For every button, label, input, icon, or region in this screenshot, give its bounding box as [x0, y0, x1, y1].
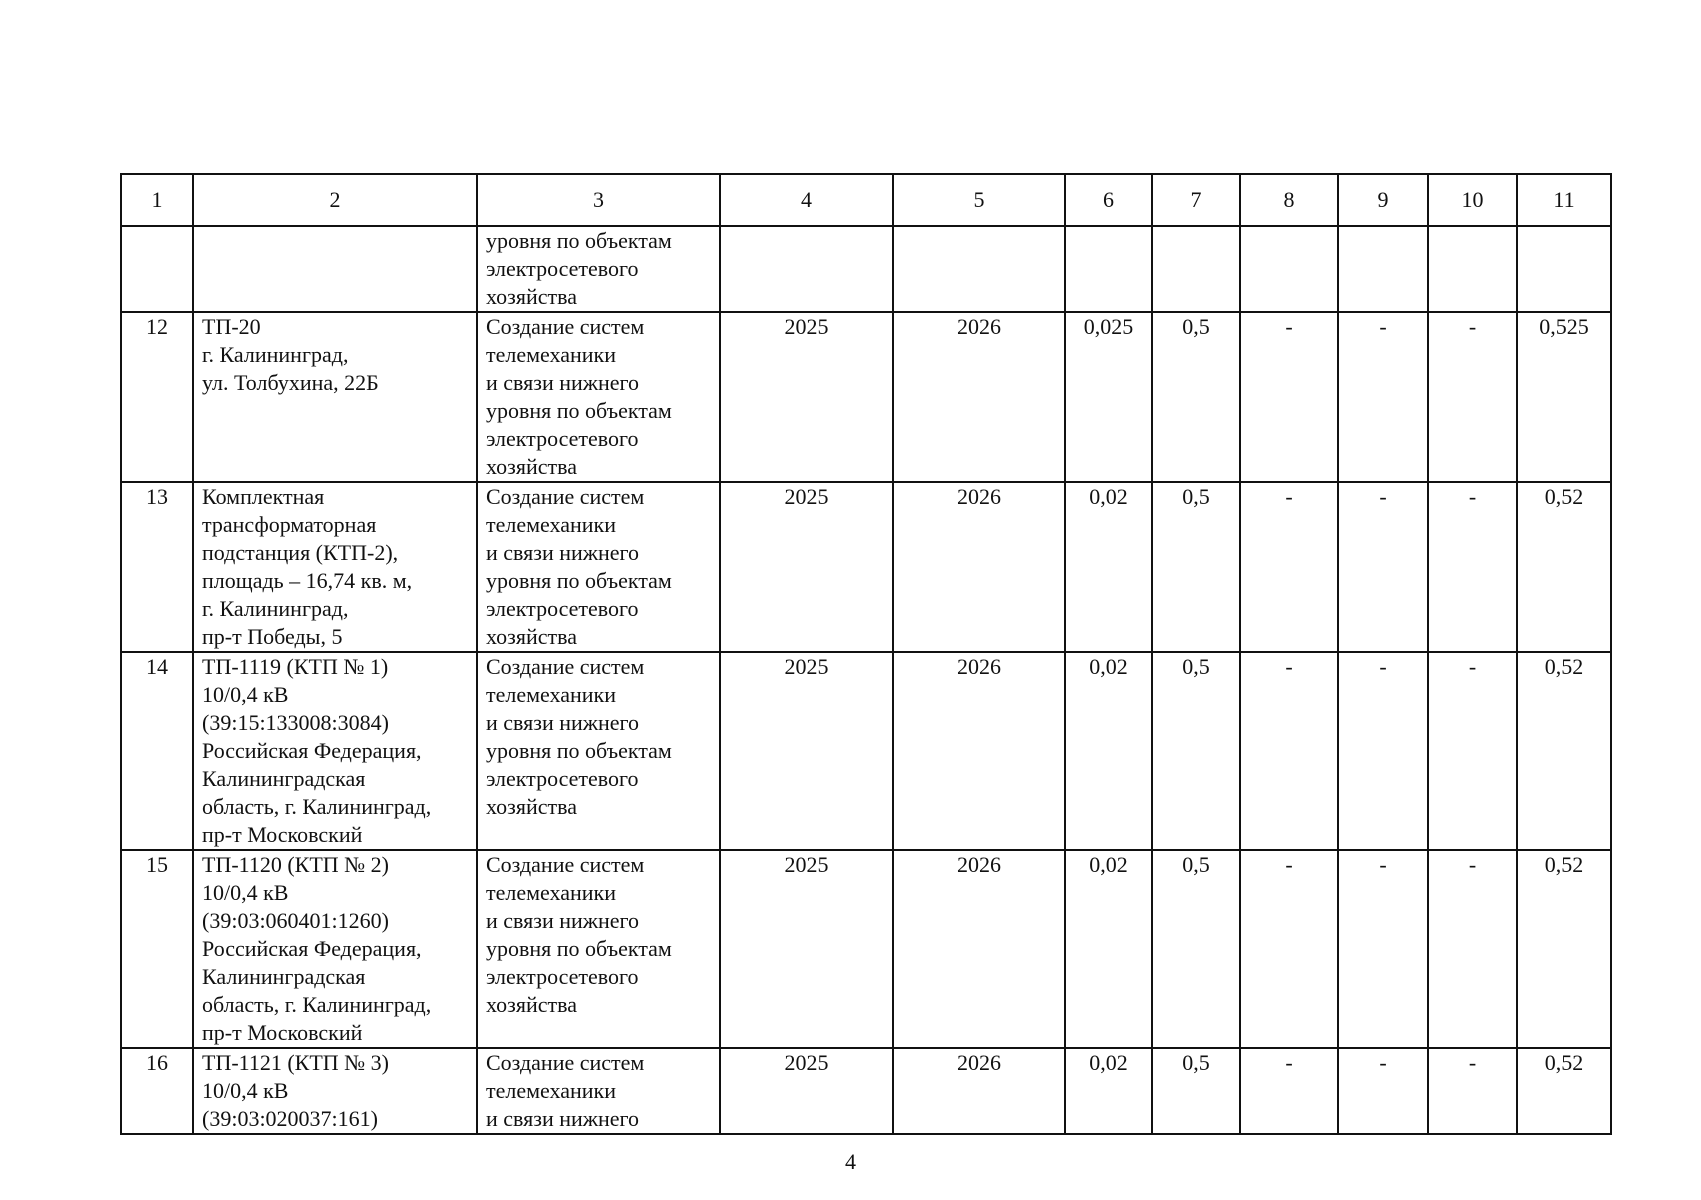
header-cell: 11	[1517, 174, 1611, 226]
cell-line: и связи нижнего	[486, 1106, 639, 1131]
cell-line: подстанция (КТП-2),	[202, 540, 399, 565]
cell-line: Создание систем	[486, 852, 645, 877]
cell-line: пр-т Московский	[202, 822, 363, 847]
cell-line: г. Калининград,	[202, 342, 349, 367]
table-cell-col4	[720, 226, 893, 312]
cell-line: уровня по объектам	[486, 738, 672, 763]
cell-line: Создание систем	[486, 314, 645, 339]
cell-line: ул. Толбухина, 22Б	[202, 370, 379, 395]
table-cell-col3	[477, 482, 720, 652]
table-cell-col4: 2025	[720, 1048, 893, 1134]
cell-line: (39:03:020037:161)	[202, 1106, 378, 1131]
table-cell-col8: -	[1240, 850, 1338, 1048]
table-cell-col2	[193, 312, 477, 482]
table-cell-col10: -	[1428, 312, 1517, 482]
table-cell-col10: -	[1428, 482, 1517, 652]
table-cell-col10	[1428, 226, 1517, 312]
cell-line: ТП-1119 (КТП № 1)	[202, 654, 389, 679]
table-cell-col11: 0,52	[1517, 482, 1611, 652]
data-table	[120, 173, 1612, 1135]
cell-line: хозяйства	[486, 992, 577, 1017]
table-cell-col11: 0,52	[1517, 652, 1611, 850]
header-cell: 5	[893, 174, 1065, 226]
table-cell-col7: 0,5	[1152, 1048, 1240, 1134]
table-cell-col3	[477, 226, 720, 312]
table-cell-col2	[193, 1048, 477, 1134]
cell-line: трансформаторная	[202, 512, 377, 537]
table-cell-col10: -	[1428, 850, 1517, 1048]
table-cell-col9: -	[1338, 1048, 1428, 1134]
cell-line: телемеханики	[486, 880, 617, 905]
cell-line: телемеханики	[486, 682, 617, 707]
table-row	[121, 312, 1611, 482]
table-cell-col1: 13	[121, 482, 193, 652]
cell-line: Создание систем	[486, 654, 645, 679]
page-number: 4	[845, 1149, 856, 1174]
cell-line: пр-т Московский	[202, 1020, 363, 1045]
table-cell-col4: 2025	[720, 850, 893, 1048]
cell-line: 10/0,4 кВ	[202, 1078, 289, 1103]
table-row	[121, 1048, 1611, 1134]
cell-line: и связи нижнего	[486, 540, 639, 565]
table-cell-col9: -	[1338, 652, 1428, 850]
cell-line: электросетевого	[486, 766, 639, 791]
header-cell: 1	[121, 174, 193, 226]
table-cell-col11: 0,52	[1517, 1048, 1611, 1134]
header-cell: 8	[1240, 174, 1338, 226]
table-cell-col7: 0,5	[1152, 312, 1240, 482]
table-cell-col11: 0,525	[1517, 312, 1611, 482]
table-cell-col5	[893, 226, 1065, 312]
table-cell-col6: 0,02	[1065, 652, 1152, 850]
cell-line: площадь – 16,74 кв. м,	[202, 568, 413, 593]
table-cell-col3	[477, 1048, 720, 1134]
header-cell: 2	[193, 174, 477, 226]
cell-line: 10/0,4 кВ	[202, 682, 289, 707]
table-cell-col4: 2025	[720, 482, 893, 652]
table-cell-col3	[477, 312, 720, 482]
table-cell-col7: 0,5	[1152, 652, 1240, 850]
cell-line: (39:03:060401:1260)	[202, 908, 389, 933]
cell-line: (39:15:133008:3084)	[202, 710, 389, 735]
header-cell: 4	[720, 174, 893, 226]
table-cell-col11: 0,52	[1517, 850, 1611, 1048]
cell-line: уровня по объектам	[486, 936, 672, 961]
table-cell-col9: -	[1338, 312, 1428, 482]
table-cell-col5: 2026	[893, 312, 1065, 482]
cell-line: Создание систем	[486, 484, 645, 509]
table-cell-col7: 0,5	[1152, 850, 1240, 1048]
table-cell-col8: -	[1240, 482, 1338, 652]
header-cell: 9	[1338, 174, 1428, 226]
table-row	[121, 652, 1611, 850]
table-cell-col5: 2026	[893, 850, 1065, 1048]
cell-line: ТП-20	[202, 314, 261, 339]
table-cell-col7	[1152, 226, 1240, 312]
cell-line: электросетевого	[486, 426, 639, 451]
cell-line: и связи нижнего	[486, 710, 639, 735]
table-row	[121, 482, 1611, 652]
table-cell-col4: 2025	[720, 312, 893, 482]
table-cell-col7: 0,5	[1152, 482, 1240, 652]
table-cell-col10: -	[1428, 1048, 1517, 1134]
cell-line: область, г. Калининград,	[202, 794, 432, 819]
cell-line: Комплектная	[202, 484, 325, 509]
table-cell-col3	[477, 652, 720, 850]
cell-line: область, г. Калининград,	[202, 992, 432, 1017]
header-cell: 6	[1065, 174, 1152, 226]
table-cell-col1: 15	[121, 850, 193, 1048]
cell-line: телемеханики	[486, 512, 617, 537]
table-cell-col9: -	[1338, 482, 1428, 652]
cell-line: уровня по объектам	[486, 228, 672, 253]
header-cell: 3	[477, 174, 720, 226]
table-cell-col8	[1240, 226, 1338, 312]
table-cell-col8: -	[1240, 312, 1338, 482]
table-cell-col6: 0,025	[1065, 312, 1152, 482]
cell-line: и связи нижнего	[486, 370, 639, 395]
header-cell: 10	[1428, 174, 1517, 226]
header-row	[121, 174, 1611, 226]
cell-line: и связи нижнего	[486, 908, 639, 933]
table-cell-col10: -	[1428, 652, 1517, 850]
table-cell-col8: -	[1240, 652, 1338, 850]
cell-line: телемеханики	[486, 1078, 617, 1103]
cell-line: уровня по объектам	[486, 568, 672, 593]
cell-line: уровня по объектам	[486, 398, 672, 423]
table-cell-col1: 12	[121, 312, 193, 482]
table-cell-col2	[193, 226, 477, 312]
cell-line: ТП-1120 (КТП № 2)	[202, 852, 389, 877]
cell-line: Создание систем	[486, 1050, 645, 1075]
cell-line: Российская Федерация,	[202, 738, 422, 763]
table-cell-col1	[121, 226, 193, 312]
cell-line: ТП-1121 (КТП № 3)	[202, 1050, 389, 1075]
cell-line: электросетевого	[486, 596, 639, 621]
table-cell-col6	[1065, 226, 1152, 312]
cell-line: хозяйства	[486, 454, 577, 479]
table-cell-col5: 2026	[893, 652, 1065, 850]
cell-line: 10/0,4 кВ	[202, 880, 289, 905]
table-cell-col5: 2026	[893, 1048, 1065, 1134]
table-cell-col6: 0,02	[1065, 1048, 1152, 1134]
header-cell: 7	[1152, 174, 1240, 226]
table-cell-col1: 16	[121, 1048, 193, 1134]
table-cell-col2	[193, 850, 477, 1048]
table-cell-col6: 0,02	[1065, 482, 1152, 652]
cell-line: хозяйства	[486, 624, 577, 649]
table-cell-col6: 0,02	[1065, 850, 1152, 1048]
table-cell-col4: 2025	[720, 652, 893, 850]
cell-line: хозяйства	[486, 284, 577, 309]
cell-line: хозяйства	[486, 794, 577, 819]
cell-line: Калининградская	[202, 964, 366, 989]
table-cell-col2	[193, 482, 477, 652]
cell-line: электросетевого	[486, 256, 639, 281]
table-row	[121, 850, 1611, 1048]
table-row	[121, 226, 1611, 312]
table-cell-col11	[1517, 226, 1611, 312]
table-cell-col3	[477, 850, 720, 1048]
table-cell-col5: 2026	[893, 482, 1065, 652]
table-body	[121, 174, 1611, 1134]
table-cell-col8: -	[1240, 1048, 1338, 1134]
cell-line: телемеханики	[486, 342, 617, 367]
cell-line: Калининградская	[202, 766, 366, 791]
cell-line: Российская Федерация,	[202, 936, 422, 961]
cell-line: электросетевого	[486, 964, 639, 989]
table-cell-col9: -	[1338, 850, 1428, 1048]
table-cell-col1: 14	[121, 652, 193, 850]
cell-line: пр-т Победы, 5	[202, 624, 343, 649]
table-cell-col9	[1338, 226, 1428, 312]
cell-line: г. Калининград,	[202, 596, 349, 621]
table-cell-col2	[193, 652, 477, 850]
